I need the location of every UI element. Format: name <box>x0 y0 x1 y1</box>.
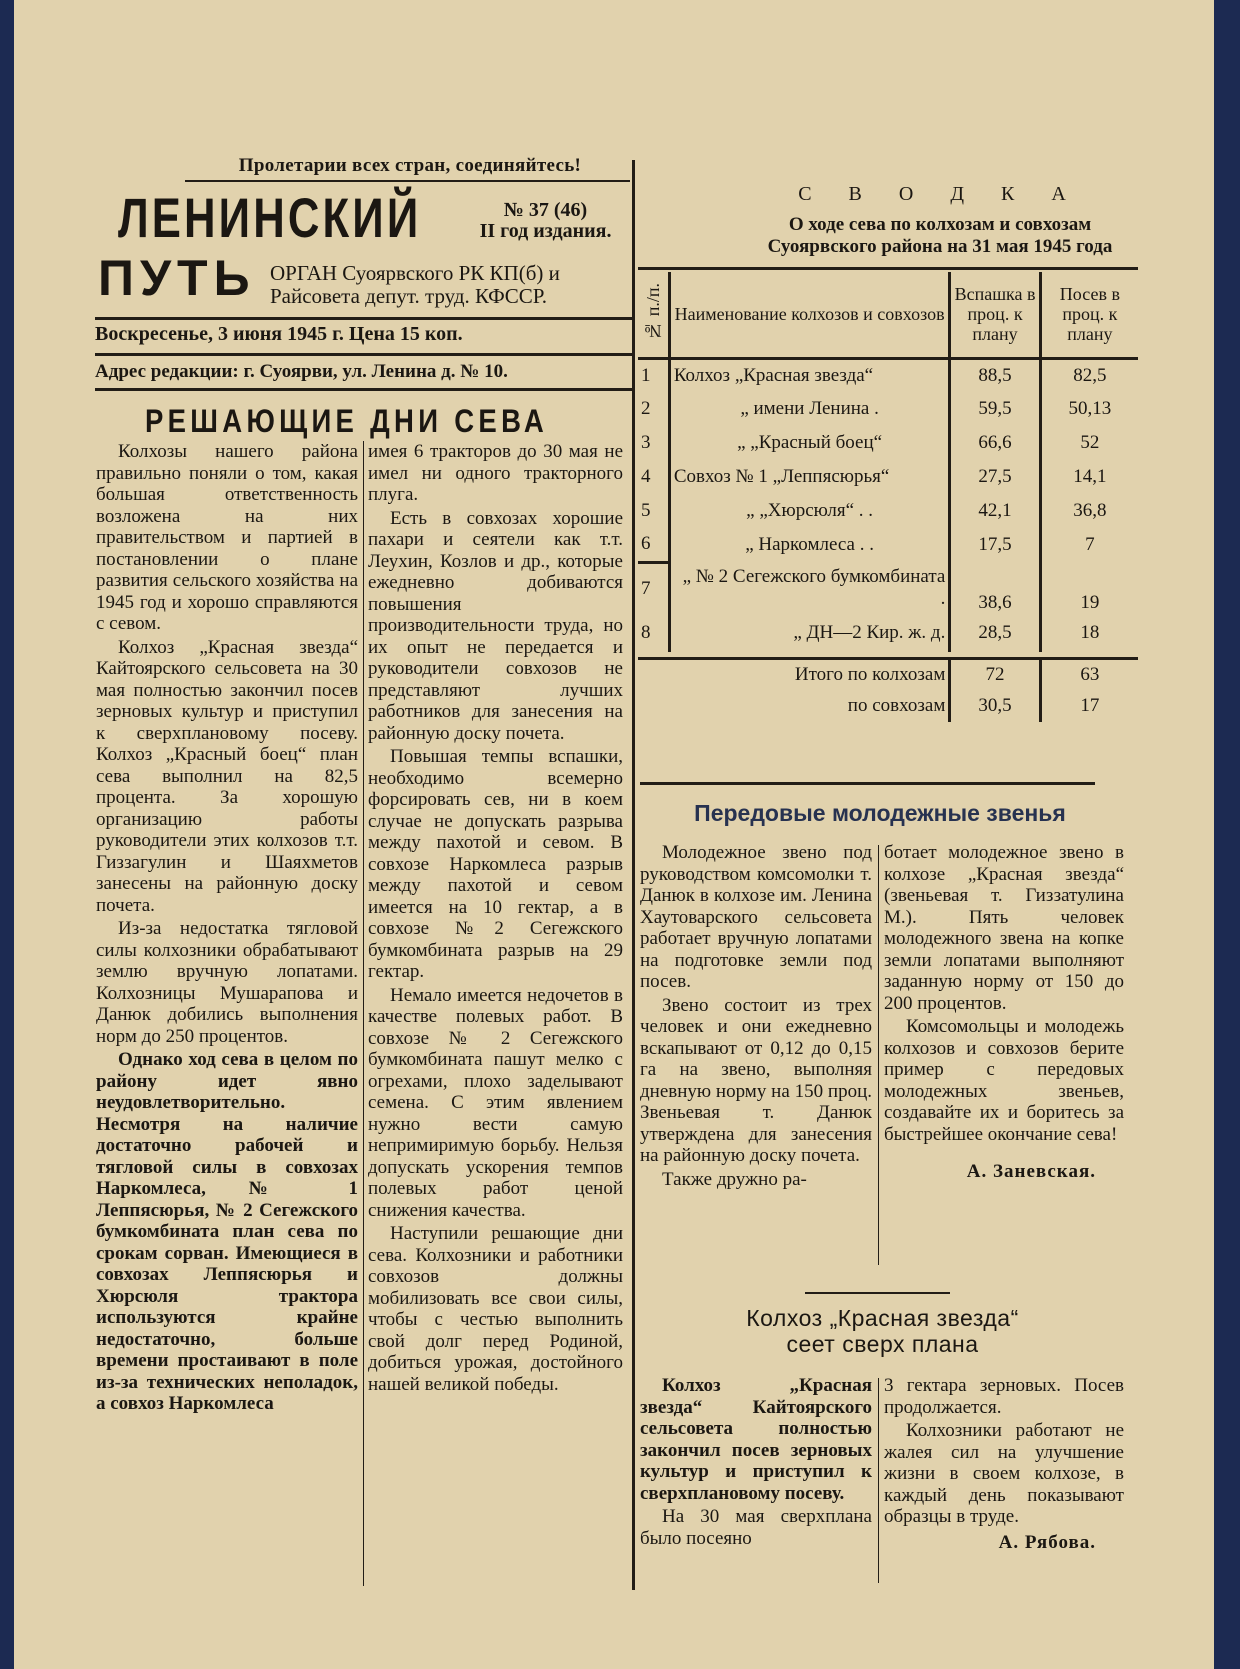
row-sow: 14,1 <box>1040 460 1138 494</box>
author-signature: А. Заневская. <box>966 1161 1096 1182</box>
row-plow: 38,6 <box>950 562 1040 614</box>
row-name: Колхоз „Красная звезда“ <box>669 358 950 392</box>
table-row <box>638 358 1138 392</box>
row-name: „ Наркомлеса . . <box>669 528 950 562</box>
row-number: 8 <box>641 622 651 643</box>
row-name: Совхоз № 1 „Леппясюрья“ <box>669 460 950 494</box>
paragraph: Повышая темпы вспашки, необходимо всемерно форсировать сев, ни в коем случае не допускать разрыва между пахотой и севом. В совхозе Наркомлеса разрыв между пахотой и севом имеется на 10 гектар, а в совхозе №2 Сегежского бумкомбината разрыв на 29 гектар. <box>368 746 623 982</box>
issue-number: № 37 (46) <box>503 199 588 221</box>
paragraph: Молодежное звено под руководством комсомолки т. Данюк в колхозе им. Ленина Хаутоварского сельсовета работает вручную лопатами на подготовке земли под посев. <box>640 842 872 992</box>
organ-line: ОРГАН Суоярвского РК КП(б) и Райсовета депут. труд. КФССР. <box>270 261 560 308</box>
row-sow: 52 <box>1040 426 1138 460</box>
paragraph: Есть в совхозах хорошие пахари и сеятели как т.т. Леухин, Козлов и др., которые ежедневно добиваются повышения производительности труда, но их опыт не передается и руководители совхозов не представляют лучших работников для занесения на районную доску почета. <box>368 507 623 744</box>
table-row <box>638 460 1138 494</box>
zvezda-headline-line1: Колхоз „Красная звезда“ <box>746 1305 1019 1331</box>
totals-plow: 72 <box>950 658 1040 690</box>
newspaper-title-line2: ПУТЬ <box>98 250 256 306</box>
column-rule <box>878 1378 879 1583</box>
paragraph: Колхоз „Красная звезда“ Кайтоярского сельсовета на 30 мая полностью закончил посев зерновых культур и приступил к сверхплановому посеву. Колхоз „Красный боец“ план сева выполнил на 82,5 процента. За хорошую организацию работы руководители этих колхозов т.т. Гиззагулин и Шаяхметов занесены на районную доску почета. <box>96 636 358 916</box>
totals-label: по совхозам <box>847 695 946 716</box>
publication-year: II год издания. <box>479 220 612 242</box>
header-plow: Вспашка в проц. к плану <box>950 272 1040 358</box>
row-number: 7 <box>641 577 651 599</box>
divider <box>638 267 1138 270</box>
youth-column-2 <box>884 842 1124 1183</box>
header-number: № п./п. <box>638 272 669 358</box>
paragraph: 3 гектара зерновых. Посев продолжается. <box>884 1375 1124 1418</box>
divider <box>95 388 635 391</box>
totals-spacer <box>638 658 669 690</box>
divider <box>805 1292 950 1294</box>
youth-column-1 <box>640 842 872 1192</box>
row-name: „ ДН—2 Кир. ж. д. <box>669 614 950 652</box>
row-name: „ № 2 Сегежского бумкомбината . <box>669 562 950 614</box>
row-plow: 27,5 <box>950 460 1040 494</box>
totals-plow: 30,5 <box>950 690 1040 722</box>
paragraph: Комсомольцы и молодежь колхозов и совхозов берите пример с передовых молодежных звеньев, создавайте их и боритесь за быстрейшее окончание сева! <box>884 1016 1124 1145</box>
divider <box>95 353 635 356</box>
dateline: Воскресенье, 3 июня 1945 г. Цена 15 коп. <box>95 323 463 345</box>
zvezda-headline <box>640 1305 1125 1357</box>
row-name: „ имени Ленина . <box>669 392 950 426</box>
row-plow: 59,5 <box>950 392 1040 426</box>
row-plow: 88,5 <box>950 358 1040 392</box>
column-rule <box>632 160 635 1590</box>
totals-label: Итого по колхозам <box>794 663 946 685</box>
editorial-address: Адрес редакции: г. Суоярви, ул. Ленина д. № 10. <box>95 361 508 382</box>
masthead-motto: Пролетарии всех стран, соединяйтесь! <box>238 155 582 176</box>
row-number: 2 <box>641 398 651 419</box>
sowing-summary-table <box>638 272 1138 722</box>
zvezda-column-2 <box>884 1375 1124 1553</box>
row-number: 1 <box>641 364 651 386</box>
paragraph: Колхозы нашего района правильно поняли о том, какая большая ответственность возложена на них правительством и партией в постановлении о плане развития сельского хозяйства на 1945 год и хорошо справляются с севом. <box>96 441 358 634</box>
row-sow: 7 <box>1040 528 1138 562</box>
row-sow: 36,8 <box>1040 494 1138 528</box>
paragraph: На 30 мая сверхплана было посеяно <box>640 1506 872 1549</box>
row-sow: 82,5 <box>1040 358 1138 392</box>
lead-column-1 <box>96 441 358 1417</box>
totals-row <box>638 658 1138 690</box>
row-name: „ „Хюрсюля“ . . <box>669 494 950 528</box>
row-plow: 28,5 <box>950 614 1040 652</box>
table-row <box>638 392 1138 426</box>
issue-number-block <box>458 200 633 242</box>
divider <box>640 782 1095 785</box>
row-name: „ „Красный боец“ <box>669 426 950 460</box>
table-row <box>638 562 1138 614</box>
table-header-row <box>638 272 1138 358</box>
table-row <box>638 614 1138 652</box>
svodka-subtitle <box>640 214 1240 258</box>
author-signature: А. Рябова. <box>998 1531 1096 1553</box>
row-sow: 18 <box>1040 614 1138 652</box>
paragraph: Однако ход сева в целом по району идет явно неудовлетворительно. Несмотря на наличие достаточно рабочей и тягловой силы в совхозах Наркомлеса, № 1 Леппясюрья, № 2 Сегежского бумкомбината план сева по срокам сорван. Имеющиеся в совхозах Леппясюрья и Хюрсюля трактора используются крайне недостаточно, больше времени простаивают в поле из-за технических неполадок, а совхоз Наркомлеса <box>96 1049 358 1414</box>
table-row <box>638 426 1138 460</box>
divider <box>185 180 630 182</box>
column-rule <box>363 441 364 1586</box>
zvezda-headline-line2: сеет сверх плана <box>786 1331 979 1357</box>
header-name: Наименование колхозов и совхозов <box>669 272 950 358</box>
paragraph: Также дружно ра- <box>662 1168 807 1190</box>
column-rule <box>878 845 879 1265</box>
row-number: 4 <box>641 466 651 487</box>
youth-headline: Передовые молодежные звенья <box>694 800 1066 826</box>
paragraph: Из-за недостатка тягловой силы колхозники обрабатывают землю вручную лопатами. Колхозницы Мушарапова и Данюк добились выполнения норм до 250 процентов. <box>96 918 358 1047</box>
newspaper-title-line1: ЛЕНИНСКИЙ <box>118 186 422 249</box>
lead-column-2 <box>368 441 623 1397</box>
zvezda-column-1 <box>640 1375 872 1551</box>
paragraph: ботает молодежное звено в колхозе „Красная звезда“ (звеньевая т. Гиззатулина М.). Пять человек молодежного звена на копке земли лопатами выполняют заданную норму от 150 до 200 процентов. <box>884 842 1124 1014</box>
row-number: 3 <box>641 432 651 453</box>
svodka-subtitle-line1: О ходе сева по колхозам и совхозам <box>788 214 1092 235</box>
row-number: 5 <box>641 500 651 521</box>
row-plow: 17,5 <box>950 528 1040 562</box>
totals-spacer <box>638 690 669 722</box>
totals-row <box>638 690 1138 722</box>
totals-sow: 63 <box>1040 658 1138 690</box>
row-number: 6 <box>638 528 669 562</box>
row-plow: 42,1 <box>950 494 1040 528</box>
row-sow: 50,13 <box>1040 392 1138 426</box>
header-sow: Посев в проц. к плану <box>1040 272 1138 358</box>
svodka-title: С В О Д К А <box>798 183 1082 205</box>
table-row <box>638 494 1138 528</box>
paragraph: Звено состоит из трех человек и они ежедневно вскапывают от 0,12 до 0,15 га на звено, выполняя дневную норму на 150 проц. Звеньевая т. Данюк утверждена для занесения на районную доску почета. <box>640 994 872 1166</box>
svodka-subtitle-line2: Суоярвского района на 31 мая 1945 года <box>767 236 1113 257</box>
divider <box>95 317 635 320</box>
paragraph: имея 6 тракторов до 30 мая не имел ни одного тракторного плуга. <box>368 441 623 505</box>
row-sow: 19 <box>1040 562 1138 614</box>
table-row <box>638 528 1138 562</box>
row-plow: 66,6 <box>950 426 1040 460</box>
totals-sow: 17 <box>1040 690 1138 722</box>
lead-headline: РЕШАЮЩИЕ ДНИ СЕВА <box>145 403 549 439</box>
paragraph: Колхоз „Красная звезда“ Кайтоярского сельсовета полностью закончил посев зерновых культур и приступил к сверхплановому посеву. <box>640 1375 872 1504</box>
paragraph: Немало имеется недочетов в качестве полевых работ. В совхозе № 2 Сегежского бумкомбината пашут мелко с огрехами, плохо заделывают семена. С этим явлением нужно вести самую непримиримую борьбу. Нельзя допускать ускорения темпов полевых работ ценой снижения качества. <box>368 984 623 1221</box>
paragraph: Колхозники работают не жалея сил на улучшение жизни в своем колхозе, в каждый день показывают образцы в труде. <box>884 1420 1124 1527</box>
paragraph: Наступили решающие дни сева. Колхозники и работники совхозов должны мобилизовать все свои силы, чтобы с честью выполнить свой долг перед Родиной, добиться урожая, достойного нашей великой победы. <box>368 1223 623 1395</box>
